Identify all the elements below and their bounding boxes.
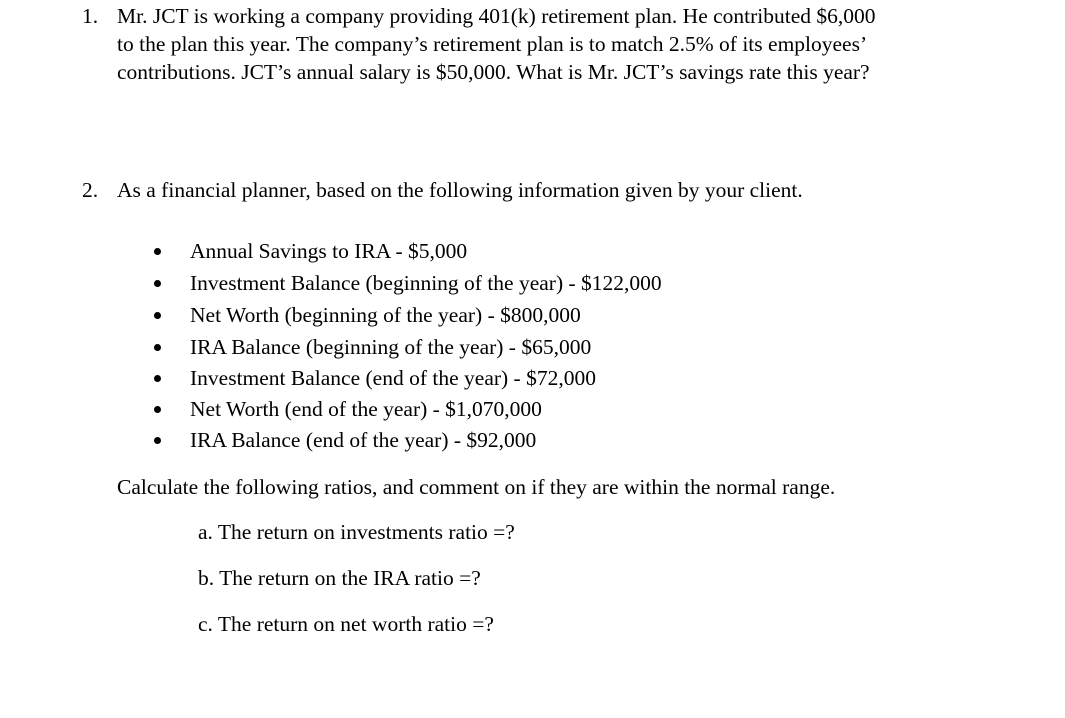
q1-number: 1.: [82, 4, 99, 28]
q1-line: contributions. JCT’s annual salary is $50,000. What is Mr. JCT’s savings rate this year?: [117, 60, 870, 84]
bullet-icon: [154, 344, 161, 351]
list-item: Net Worth (beginning of the year) - $800,000: [190, 303, 581, 327]
q2-number: 2.: [82, 178, 99, 202]
bullet-icon: [154, 248, 161, 255]
bullet-icon: [154, 406, 161, 413]
list-item: Investment Balance (beginning of the year) - $122,000: [190, 271, 662, 295]
list-item: Net Worth (end of the year) - $1,070,000: [190, 397, 542, 421]
q1-line: to the plan this year. The company’s retirement plan is to match 2.5% of its employees’: [117, 32, 868, 56]
q2-instruction: Calculate the following ratios, and comment on if they are within the normal range.: [117, 475, 836, 499]
list-item: IRA Balance (end of the year) - $92,000: [190, 428, 537, 452]
q2-intro: As a financial planner, based on the following information given by your client.: [117, 178, 803, 202]
bullet-icon: [154, 280, 161, 287]
bullet-icon: [154, 437, 161, 444]
q1-line: Mr. JCT is working a company providing 401(k) retirement plan. He contributed $6,000: [117, 4, 876, 28]
list-item: Investment Balance (end of the year) - $72,000: [190, 366, 596, 390]
list-item: IRA Balance (beginning of the year) - $65,000: [190, 335, 592, 359]
q2-part-a: a. The return on investments ratio =?: [198, 520, 515, 544]
bullet-icon: [154, 312, 161, 319]
bullet-icon: [154, 375, 161, 382]
q2-part-c: c. The return on net worth ratio =?: [198, 612, 494, 636]
q2-part-b: b. The return on the IRA ratio =?: [198, 566, 481, 590]
list-item: Annual Savings to IRA - $5,000: [190, 239, 468, 263]
